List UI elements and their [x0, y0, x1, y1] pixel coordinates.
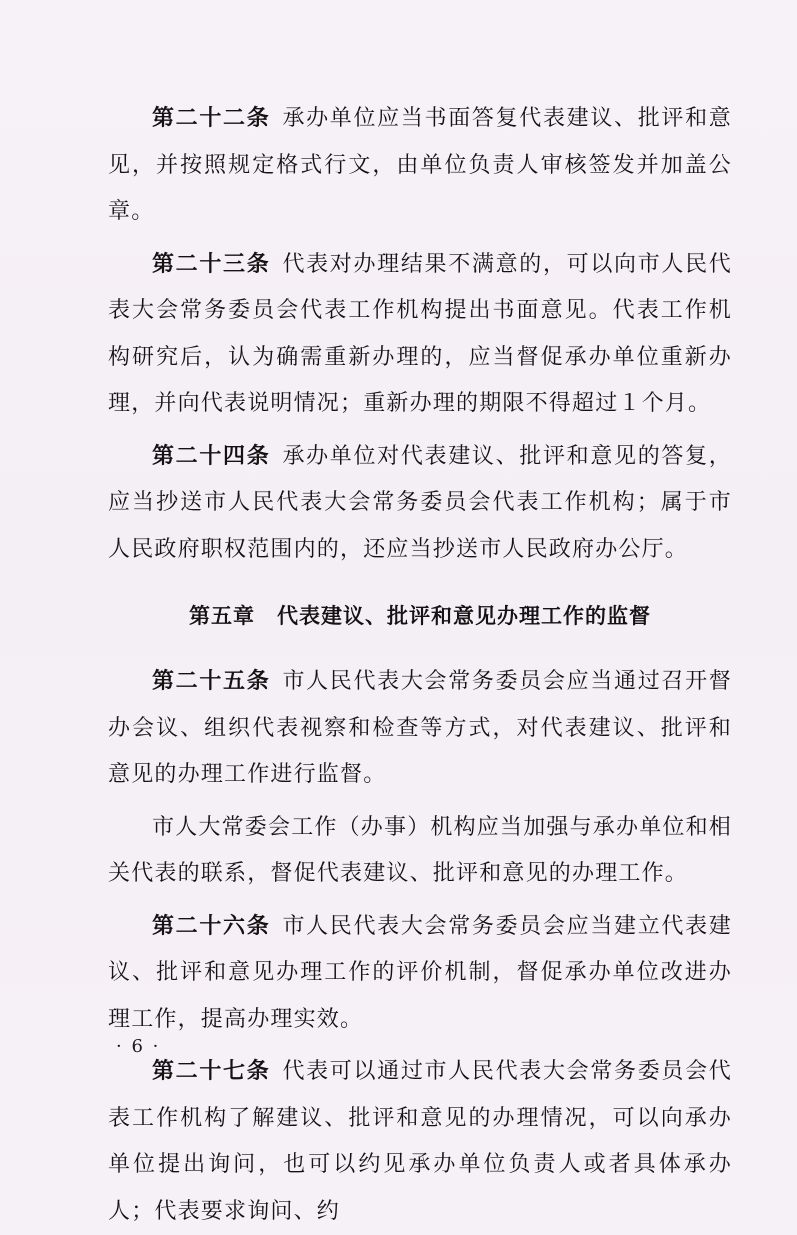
document-body	[108, 96, 732, 1235]
article-text: 市人民代表大会常务委员会应当通过召开督办会议、组织代表视察和检查等方式，对代表建议、批评和意见的办理工作进行监督。	[108, 669, 732, 787]
article-label: 第二十四条	[152, 443, 271, 469]
article-text: 代表对办理结果不满意的，可以向市人民代表大会常务委员会代表工作机构提出书面意见。代表工作机构研究后，认为确需重新办理的，应当督促承办单位重新办理，并向代表说明情况；重新办理的期限不得超过１个月。	[108, 251, 732, 416]
article-text: 市人大常委会工作（办事）机构应当加强与承办单位和相关代表的联系，督促代表建议、批评和意见的办理工作。	[108, 814, 733, 886]
article-25	[108, 659, 732, 799]
article-25-paragraph-2	[108, 805, 732, 898]
article-27	[108, 1049, 732, 1235]
chapter-title: 第五章 代表建议、批评和意见办理工作的监督	[189, 604, 651, 628]
article-23	[108, 242, 732, 428]
article-24	[108, 434, 732, 574]
article-text: 市人民代表大会常务委员会应当建立代表建议、批评和意见办理工作的评价机制，督促承办单位改进办理工作，提高办理实效。	[108, 913, 732, 1032]
article-label: 第二十二条	[152, 106, 271, 131]
article-text: 代表可以通过市人民代表大会常务委员会代表工作机构了解建议、批评和意见的办理情况，可以向承办单位提出询问，也可以约见承办单位负责人或者具体承办人；代表要求询问、约	[108, 1059, 732, 1224]
article-label: 第二十五条	[152, 669, 271, 694]
page-number: · 6 ·	[116, 1036, 161, 1057]
article-22	[108, 96, 732, 236]
article-26	[108, 904, 732, 1044]
article-text: 承办单位应当书面答复代表建议、批评和意见，并按照规定格式行文，由单位负责人审核签发并加盖公章。	[108, 106, 732, 224]
article-text: 承办单位对代表建议、批评和意见的答复，应当抄送市人民代表大会常务委员会代表工作机构；属于市人民政府职权范围内的，还应当抄送市人民政府办公厅。	[108, 443, 732, 562]
article-label: 第二十七条	[152, 1059, 271, 1084]
article-label: 第二十三条	[152, 251, 271, 277]
article-label: 第二十六条	[152, 913, 271, 939]
